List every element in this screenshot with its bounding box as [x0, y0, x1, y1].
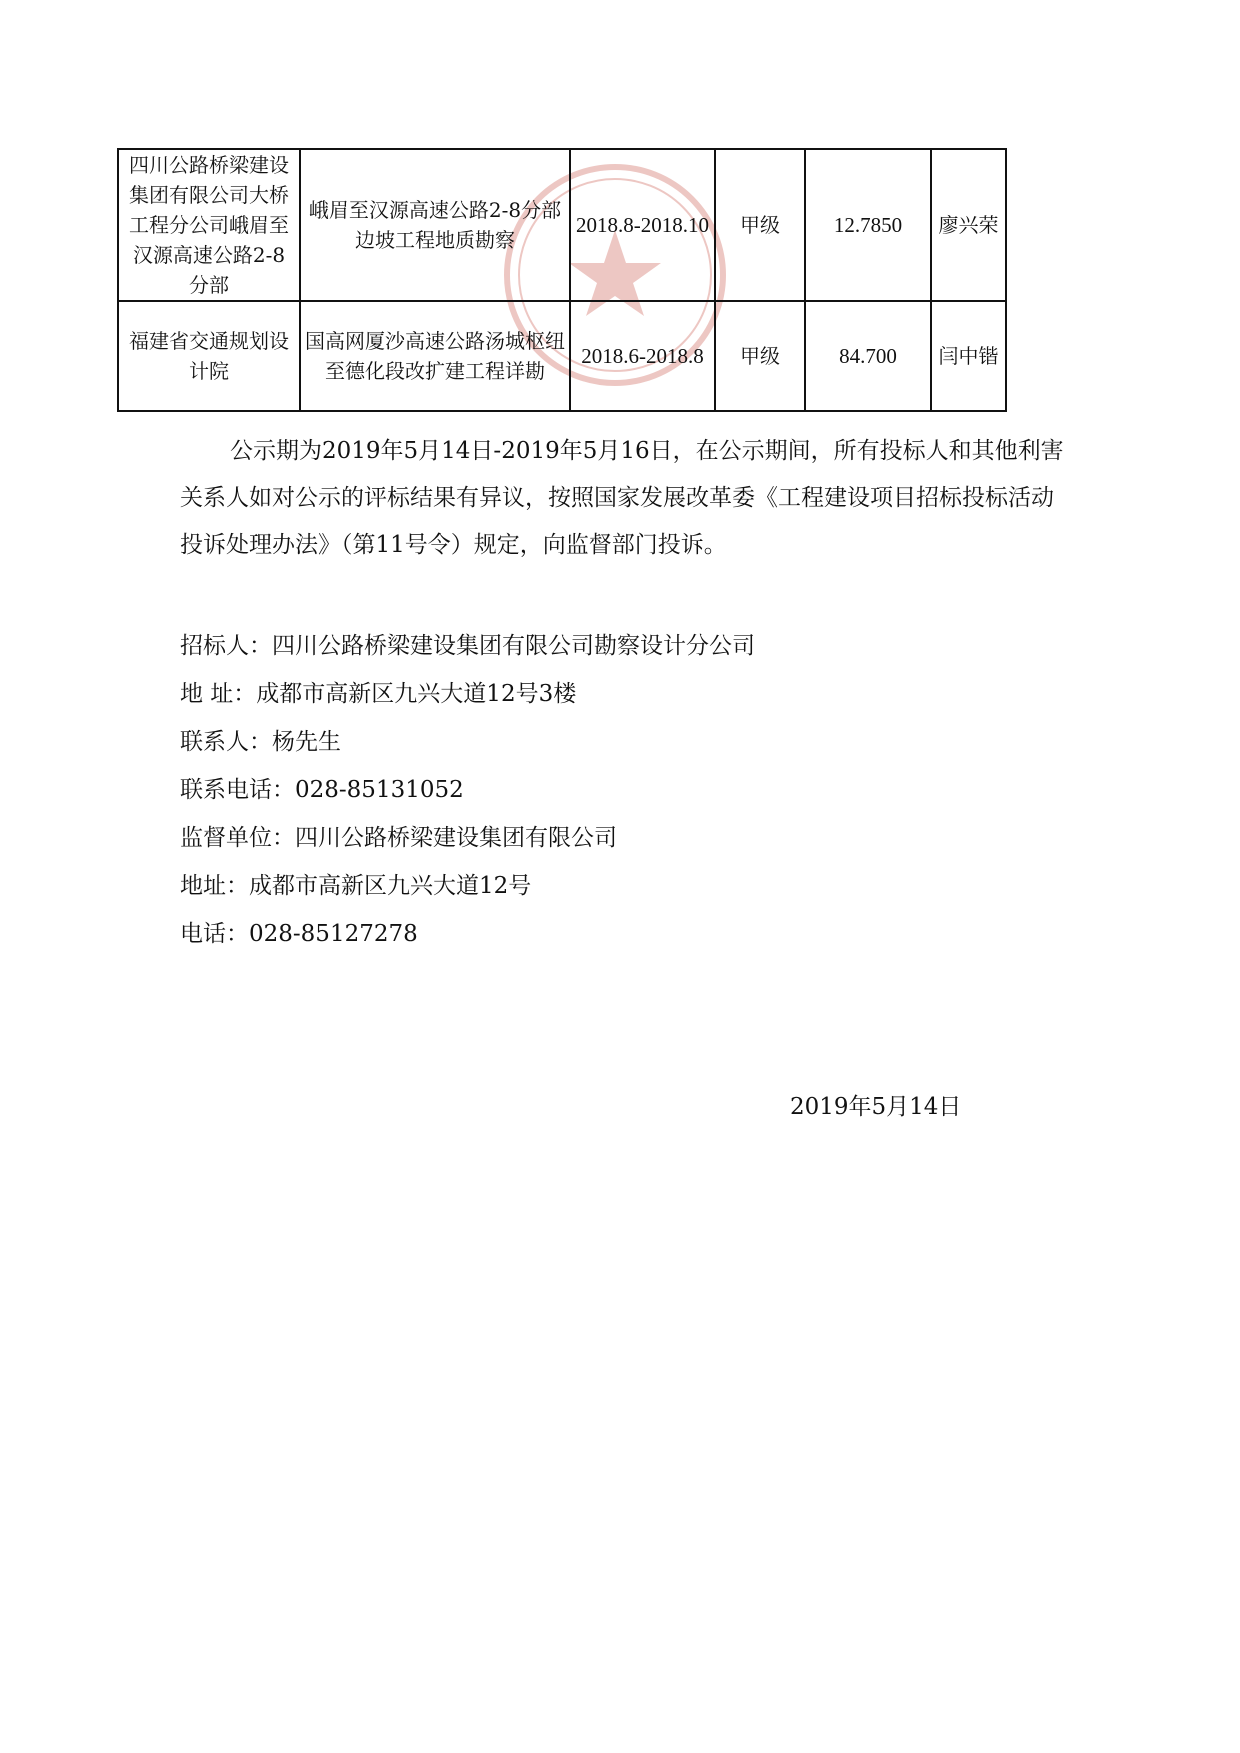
results-table: [117, 148, 1007, 412]
unit-cell: 福建省交通规划设计院: [118, 301, 300, 411]
notice-paragraph: 公示期为2019年5月14日-2019年5月16日，在公示期间，所有投标人和其他利害关系人如对公示的评标结果有异议，按照国家发展改革委《工程建设项目招标投标活动投诉处理办法》（第11号令）规定，向监督部门投诉。: [180, 438, 1064, 558]
tenderer-line: 招标人：四川公路桥梁建设集团有限公司勘察设计分公司: [180, 633, 755, 659]
phone-line: 联系电话：028-85131052: [180, 777, 464, 803]
address-line: 地 址：成都市高新区九兴大道12号3楼: [180, 681, 577, 707]
contact-block: [180, 622, 1060, 958]
supervisor-address-line: 地址：成都市高新区九兴大道12号: [180, 873, 532, 899]
project-cell: 峨眉至汉源高速公路2-8分部边坡工程地质勘察: [300, 149, 570, 301]
amount-cell: 84.700: [805, 301, 931, 411]
period-cell: 2018.8-2018.10: [570, 149, 715, 301]
period-cell: 2018.6-2018.8: [570, 301, 715, 411]
contact-person-line: 联系人：杨先生: [180, 729, 341, 755]
amount-cell: 12.7850: [805, 149, 931, 301]
person-cell: 闫中锴: [931, 301, 1006, 411]
table-row: [118, 149, 1006, 301]
document-date: 2019年5月14日: [790, 1094, 962, 1120]
table-row: [118, 301, 1006, 411]
supervisor-phone-line: 电话：028-85127278: [180, 921, 418, 947]
supervisor-line: 监督单位：四川公路桥梁建设集团有限公司: [180, 825, 617, 851]
grade-cell: 甲级: [715, 149, 805, 301]
project-cell: 国高网厦沙高速公路汤城枢纽至德化段改扩建工程详勘: [300, 301, 570, 411]
grade-cell: 甲级: [715, 301, 805, 411]
unit-cell: 四川公路桥梁建设集团有限公司大桥工程分公司峨眉至汉源高速公路2-8分部: [118, 149, 300, 301]
person-cell: 廖兴荣: [931, 149, 1006, 301]
